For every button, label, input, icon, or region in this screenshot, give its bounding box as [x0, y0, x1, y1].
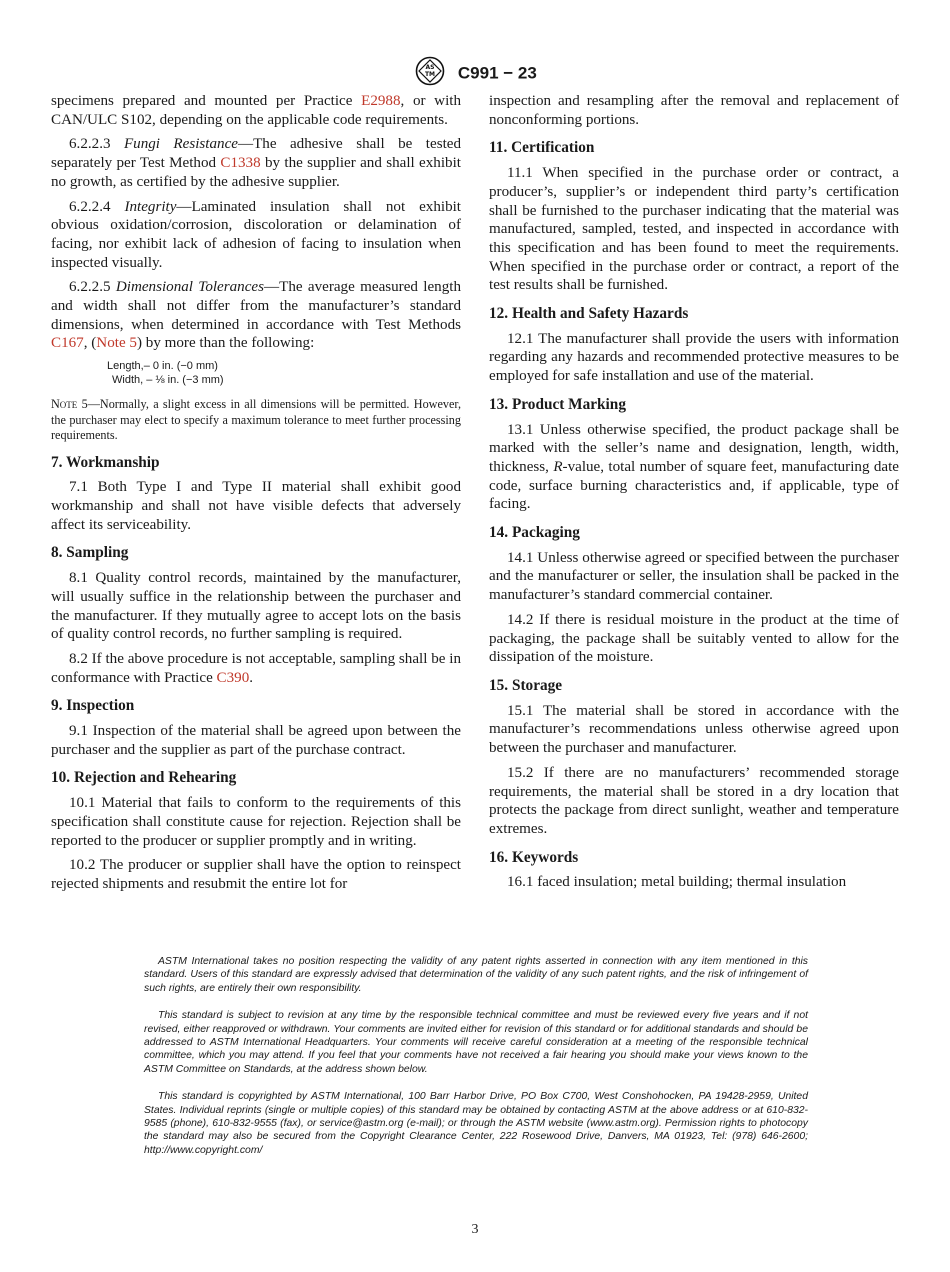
- heading-storage: 15. Storage: [489, 676, 563, 694]
- paragraph-11-1: 11.1 When specified in the purchase order or contract, a producer’s, supplier’s or independent third party’s certification shall be furnished to the purchaser indicating that the material was manufactured, sampled, tested, and inspected in accordance with this specification and has been found to meet the requirements. When specified in the purchase order or contract, a report of the test results shall be furnished.: [489, 165, 899, 294]
- page-number: 3: [471, 1222, 479, 1237]
- paragraph-15-2: 15.2 If there are no manufacturers’ recommended storage requirements, the material shall be stored in a dry location that protects the package from direct sunlight, weather and temperature extremes.: [489, 764, 899, 837]
- paragraph-10-2: 10.2 The producer or supplier shall have the option to reinspect rejected shipments and resubmit the entire lot for: [51, 857, 461, 892]
- svg-text:AS: AS: [425, 64, 435, 71]
- paragraph-6-2-2-5: 6.2.2.5 Dimensional Tolerances—The average measured length and width shall not differ from the manufacturer’s standard dimensions, when determined in accordance with Test Methods C167, (Note 5) by more than the following:: [51, 279, 462, 352]
- ref-e2988-link[interactable]: E2988: [361, 93, 401, 109]
- tolerance-width: Width, – ⅛ in. (−3 mm): [112, 374, 224, 387]
- footer-revision-notice: This standard is subject to revision at any time by the responsible technical committee and must be reviewed every five years and if not revised, either reapproved or withdrawn. Your comments are invited either for revision of this standard or for additional standards and should be addressed to ASTM International Headquarters. Your comments will receive careful consideration at a meeting of the responsible technical committee, which you may attend. If you feel that your comments have not received a fair hearing you should make your views known to the ASTM Committee on Standards, at the address shown below.: [144, 1010, 808, 1075]
- heading-rejection: 10. Rejection and Rehearing: [51, 769, 237, 787]
- paragraph-6-2-2-2-continuation: specimens prepared and mounted per Practice E2988, or with CAN/ULC S102, depending on the applicable code requirements.: [51, 93, 462, 128]
- ref-c1338-link[interactable]: C1338: [220, 155, 261, 172]
- page-header: [0, 56, 950, 91]
- note-5: Note 5—Normally, a slight excess in all dimensions will be permitted. However, the purchaser may elect to specify a maximum tolerance to meet further processing requirements.: [51, 397, 461, 443]
- astm-logo-icon: [413, 56, 447, 91]
- heading-product-marking: 13. Product Marking: [489, 395, 626, 413]
- paragraph-9-1: 9.1 Inspection of the material shall be agreed upon between the purchaser and the supplier as part of the purchase contract.: [51, 723, 461, 758]
- left-column: [51, 92, 461, 900]
- heading-packaging: 14. Packaging: [489, 524, 580, 542]
- heading-health-safety: 12. Health and Safety Hazards: [489, 305, 689, 323]
- right-column: [489, 92, 899, 898]
- paragraph-15-1: 15.1 The material shall be stored in accordance with the manufacturer’s recommendations unless otherwise agreed upon between the purchaser and manufacturer.: [489, 702, 899, 757]
- heading-sampling: 8. Sampling: [51, 544, 129, 562]
- heading-workmanship: 7. Workmanship: [51, 453, 160, 471]
- paragraph-16-1: 16.1 faced insulation; metal building; thermal insulation: [507, 874, 847, 891]
- paragraph-10-2-continuation: inspection and resampling after the removal and replacement of nonconforming portions.: [489, 93, 899, 128]
- paragraph-6-2-2-3: 6.2.2.3 Fungi Resistance—The adhesive shall be tested separately per Test Method C1338 by the supplier and shall exhibit no growth, as certified by the adhesive supplier.: [51, 136, 462, 190]
- paragraph-12-1: 12.1 The manufacturer shall provide the users with information regarding any hazards and recommended protective measures to be employed for safe installation and use of the material.: [489, 330, 899, 385]
- paragraph-13-1: 13.1 Unless otherwise specified, the product package shall be marked with the seller’s name and designation, length, width, thickness, R-value, total number of square feet, manufacturing date code, surface burning characteristics and, if applicable, type of facing.: [489, 421, 899, 513]
- standard-designation: C991 − 23: [457, 63, 537, 83]
- footer-patent-notice: ASTM International takes no position respecting the validity of any patent rights asserted in connection with any item mentioned in this standard. Users of this standard are expressly advised that determination of the validity of any such patent rights, and the risk of infringement of such rights, are entirely their own responsibility.: [144, 956, 808, 994]
- paragraph-7-1: 7.1 Both Type I and Type II material shall exhibit good workmanship and shall not have visible defects that adversely affect its serviceability.: [51, 479, 461, 533]
- paragraph-14-2: 14.2 If there is residual moisture in the product at the time of packaging, the package shall be suitably vented to allow for the dissipation of the moisture.: [489, 611, 899, 666]
- paragraph-8-1: 8.1 Quality control records, maintained by the manufacturer, will usually suffice in the relationship between the purchaser and the manufacturer. If they mutually agree to accept lots on the basis of quality control records, no further sampling is required.: [51, 570, 461, 643]
- tolerance-length: Length,– 0 in. (−0 mm): [107, 360, 218, 373]
- ref-c167-link[interactable]: C167: [51, 335, 84, 352]
- legal-footer: [144, 955, 808, 1171]
- ref-note5-link[interactable]: Note 5: [96, 335, 137, 352]
- paragraph-6-2-2-4: 6.2.2.4 Integrity—Laminated insulation shall not exhibit obvious oxidation/corrosion, discoloration or delamination of facing, nor exhibit lack of adhesion of facing to insulation when inspected visually.: [51, 198, 461, 271]
- paragraph-10-1: 10.1 Material that fails to conform to the requirements of this specification shall constitute cause for rejection. Rejection shall be reported to the producer or supplier promptly and in writing.: [51, 795, 461, 849]
- paragraph-8-2: 8.2 If the above procedure is not acceptable, sampling shall be in conformance with Practice C390.: [51, 650, 461, 686]
- heading-inspection: 9. Inspection: [51, 697, 135, 715]
- tolerance-list: [107, 359, 461, 387]
- ref-c390-link[interactable]: C390: [216, 669, 250, 686]
- heading-certification: 11. Certification: [489, 139, 595, 157]
- footer-copyright-notice: This standard is copyrighted by ASTM International, 100 Barr Harbor Drive, PO Box C700, West Conshohocken, PA 19428-2959, United States. Individual reprints (single or multiple copies) of this standard may be obtained by contacting ASTM at the above address or at 610-832-9585 (phone), 610-832-9555 (fax), or service@astm.org (e-mail); or through the ASTM website (www.astm.org). Permission rights to photocopy the standard may also be secured from the Copyright Clearance Center, 222 Rosewood Drive, Danvers, MA 01923, Tel: (978) 646-2600; http://www.copyright.com/: [144, 1091, 808, 1156]
- paragraph-14-1: 14.1 Unless otherwise agreed or specified between the purchaser and the manufacturer or seller, the insulation shall be packed in the manufacturer’s standard commercial container.: [489, 549, 899, 604]
- svg-text:TM: TM: [425, 71, 436, 78]
- heading-keywords: 16. Keywords: [489, 848, 579, 866]
